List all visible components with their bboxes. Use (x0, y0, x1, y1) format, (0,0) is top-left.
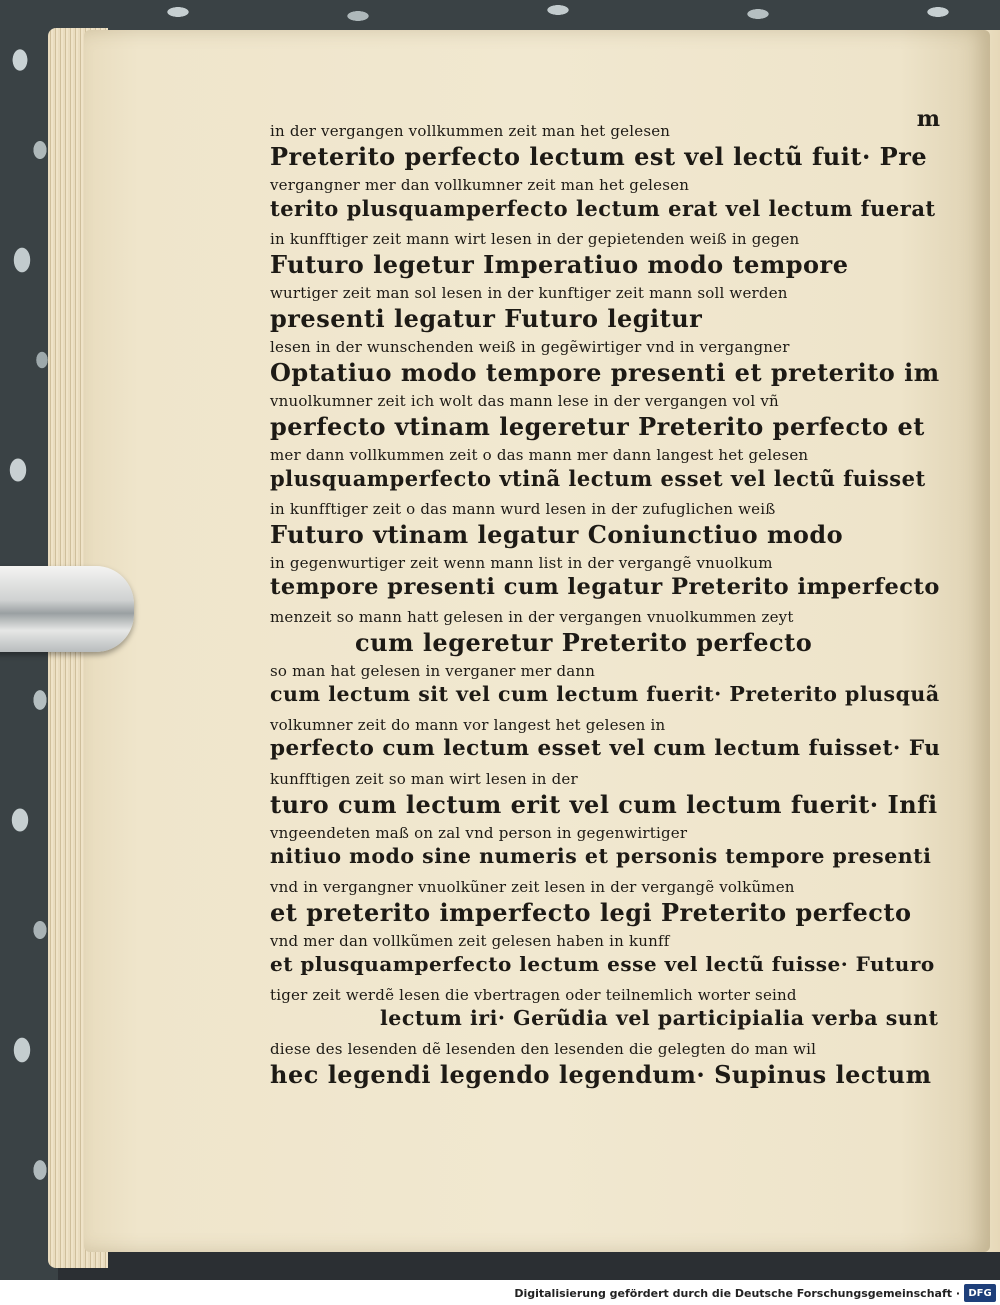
text-line: presenti legatur Futuro legitur (270, 304, 703, 333)
text-line: in der vergangen vollkummen zeit man het gelesen (270, 122, 671, 140)
text-line: Optatiuo modo tempore presenti et preterito im (270, 358, 940, 387)
text-line: plusquamperfecto vtinã lectum esset vel lectũ fuisset (270, 466, 926, 491)
text-line: in kunfftiger zeit o das mann wurd lesen in der zufuglichen weiß (270, 500, 776, 518)
text-line: vngeendeten maß on zal vnd person in gegenwirtiger (270, 824, 688, 842)
text-line: mer dann vollkummen zeit o das mann mer dann langest het gelesen (270, 446, 809, 464)
text-line: Futuro vtinam legatur Coniunctiuo modo (270, 520, 844, 549)
footer-credit: Digitalisierung gefördert durch die Deutsche Forschungsgemeinschaft · (514, 1287, 960, 1300)
text-line: tiger zeit werdẽ lesen die vbertragen oder teilnemlich worter seind (270, 986, 797, 1004)
text-line: et preterito imperfecto legi Preterito perfecto (270, 898, 912, 927)
text-line: nitiuo modo sine numeris et personis tempore presenti (270, 844, 932, 868)
text-line: cum lectum sit vel cum lectum fuerit· Preterito plusquã (270, 682, 940, 706)
text-line: Futuro legetur Imperatiuo modo tempore (270, 250, 849, 279)
text-line: volkumner zeit do mann vor langest het gelesen in (270, 716, 666, 734)
text-line: vnuolkumner zeit ich wolt das mann lese in der vergangen vol vñ (270, 392, 779, 410)
text-line: perfecto vtinam legeretur Preterito perfecto et (270, 412, 925, 441)
text-line: lectum iri· Gerũdia vel participialia verba sunt (380, 1006, 939, 1030)
text-line: menzeit so mann hatt gelesen in der vergangen vnuolkummen zeyt (270, 608, 794, 626)
text-line: perfecto cum lectum esset vel cum lectum fuisset· Fu (270, 736, 941, 761)
marbled-cover-top (58, 0, 1000, 30)
text-line: in kunfftiger zeit mann wirt lesen in der gepietenden weiß in gegen (270, 230, 800, 248)
page-clamp (0, 566, 134, 652)
text-line: cum legeretur Preterito perfecto (355, 628, 813, 657)
text-line: Preterito perfecto lectum est vel lectũ fuit· Pre (270, 142, 928, 171)
signature-mark: m (916, 106, 940, 132)
text-line: in gegenwurtiger zeit wenn mann list in der vergangẽ vnuolkum (270, 554, 773, 572)
text-line: vnd in vergangner vnuolkũner zeit lesen in der vergangẽ volkũmen (270, 878, 795, 896)
text-line: wurtiger zeit man sol lesen in der kunftiger zeit mann soll werden (270, 284, 788, 302)
dfg-logo: DFG (964, 1284, 996, 1302)
text-line: terito plusquamperfecto lectum erat vel lectum fuerat (270, 196, 936, 221)
text-line: lesen in der wunschenden weiß in gegẽwirtiger vnd in vergangner (270, 338, 790, 356)
text-line: so man hat gelesen in verganer mer dann (270, 662, 596, 680)
text-line: et plusquamperfecto lectum esse vel lectũ fuisse· Futuro (270, 952, 935, 976)
text-line: diese des lesenden dẽ lesenden den lesenden die gelegten do man wil (270, 1040, 817, 1058)
text-line: tempore presenti cum legatur Preterito imperfecto (270, 574, 940, 600)
text-line: kunfftigen zeit so man wirt lesen in der (270, 770, 578, 788)
text-line: vnd mer dan vollkũmen zeit gelesen haben in kunff (270, 932, 670, 950)
text-line: hec legendi legendo legendum· Supinus lectum (270, 1060, 932, 1089)
text-line: turo cum lectum erit vel cum lectum fuerit· Infi (270, 790, 938, 819)
text-line: vergangner mer dan vollkumner zeit man het gelesen (270, 176, 690, 194)
